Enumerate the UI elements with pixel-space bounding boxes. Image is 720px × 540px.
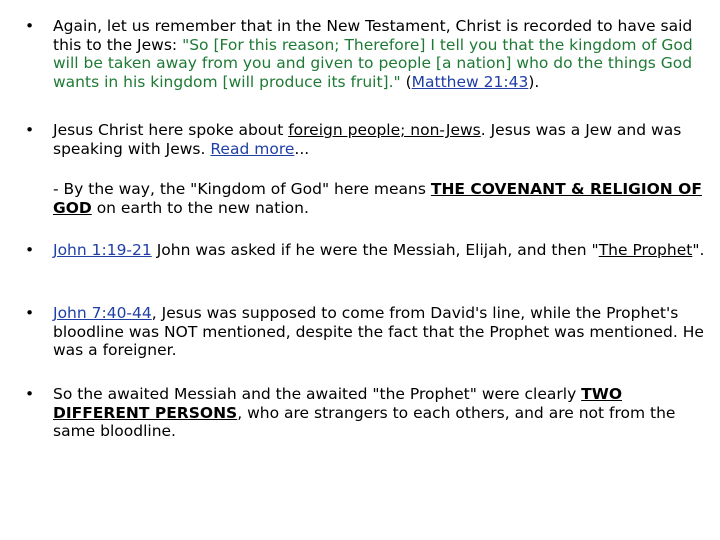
bullet-text — [53, 241, 715, 260]
bullet-text — [53, 385, 715, 441]
bullet-text — [53, 17, 715, 91]
bullet-john-7 — [25, 304, 715, 360]
bold-underlined-text: THE COVENANT & RELIGION OF GOD — [53, 180, 702, 217]
text: on earth to the new nation. — [91, 198, 309, 217]
text: , who are strangers to each others, and are not from the same bloodline. — [53, 403, 676, 441]
text: ... — [294, 139, 310, 158]
john-1-link[interactable]: John 1:19-21 — [53, 241, 152, 259]
text: John was asked if he were the Messiah, Elijah, and then " — [151, 241, 599, 259]
text: ). — [528, 72, 540, 91]
text: Jesus Christ here spoke about — [53, 121, 289, 139]
text: ". — [692, 241, 705, 259]
scripture-quote: "So [For this reason; Therefore] I tell you that the kingdom of God will be taken away from you and given to people [a nation] who do the things God wants in his kingdom [will produce its fruit]." — [53, 35, 693, 91]
bullet-two-persons — [25, 385, 715, 441]
bullet-point: • — [25, 385, 35, 403]
bullet-foreign-people — [25, 121, 715, 158]
kingdom-note — [25, 180, 715, 217]
bullet-point: • — [25, 241, 35, 259]
text: . Jesus was a Jew and was speaking with Jews. — [53, 121, 682, 158]
bullet-text — [53, 304, 715, 360]
underlined-text: The Prophet — [598, 241, 693, 259]
matthew-link[interactable]: Matthew 21:43 — [411, 72, 529, 91]
text: So the awaited Messiah and the awaited "the Prophet" were clearly — [53, 385, 582, 403]
bullet-point: • — [25, 121, 35, 139]
read-more-link[interactable]: Read more — [210, 139, 295, 158]
john-7-link[interactable]: John 7:40-44 — [53, 304, 152, 322]
underlined-text: foreign people; non-Jews — [288, 121, 481, 139]
text: - By the way, the "Kingdom of God" here means — [53, 180, 431, 198]
bold-underlined-text: TWO DIFFERENT PERSONS — [53, 385, 623, 422]
text: ( — [400, 72, 412, 91]
text: , Jesus was supposed to come from David's line, while the Prophet's bloodline was NOT mentioned, despite the fact that the Prophet was mentioned. He was a foreigner. — [53, 304, 704, 360]
bullet-text — [53, 121, 715, 158]
bullet-point: • — [25, 304, 35, 322]
bullet-matthew — [25, 17, 715, 91]
note-text — [53, 180, 715, 217]
bullet-john-1 — [25, 241, 715, 260]
bullet-point: • — [25, 17, 35, 35]
text: Again, let us remember that in the New Testament, Christ is recorded to have said this to the Jews: — [53, 17, 693, 54]
